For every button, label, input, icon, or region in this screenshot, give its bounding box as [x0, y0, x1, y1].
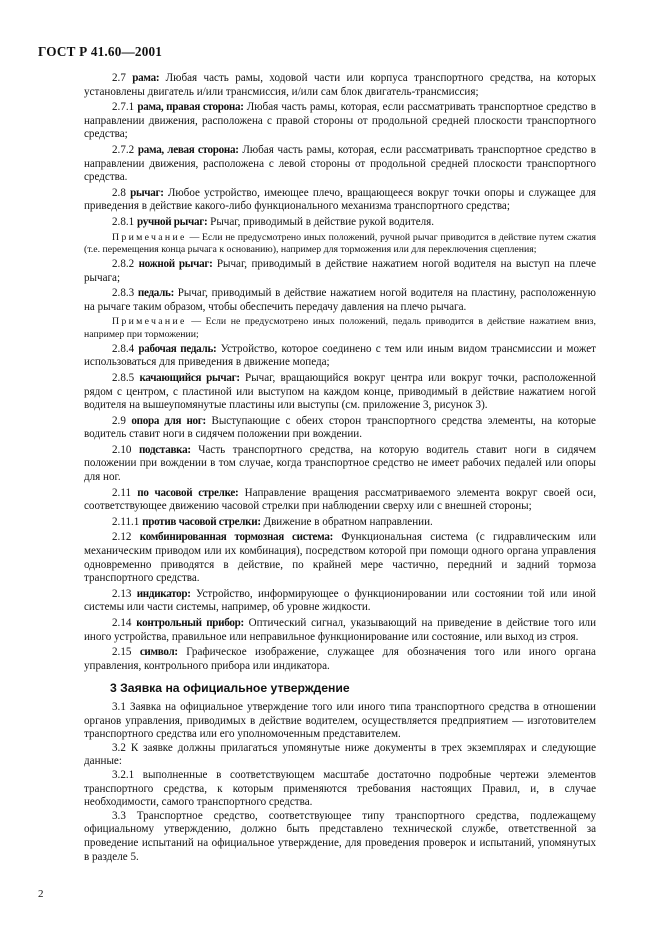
note-label: Примечание	[112, 231, 187, 243]
definition-text: Функциональная система (с гидравлическим или механическим приводом или их комбинация), посредством которой при помощи одного органа управления одновременно приводятся в действие, по крайней мере частично, передний и задний тормоза транспортного средства.	[84, 531, 597, 585]
definition-paragraph	[84, 343, 596, 370]
note-text: — Если не предусмотрено иных положений, педаль приводится в действие нажатием вниз, например при торможении;	[84, 316, 596, 340]
definition-text: Любая часть рамы, которая, если рассматривать транспортное средство в направлении движения, расположена с правой стороны от продольной средней плоскости транспортного средства;	[84, 101, 596, 141]
clause-number: 2.8	[112, 186, 126, 199]
definition-paragraph	[84, 216, 596, 230]
definition-text: Устройство, информирующее о функционировании или состоянии той или иной системы или части системы, например, об уровне жидкости.	[84, 587, 596, 614]
clause-number: 2.7	[112, 72, 126, 84]
definition-text: Оптический сигнал, указывающий на приведение в действие того или иного устройства, правильное или неправильное функционирование или состояние, или выход из строя.	[84, 617, 597, 643]
definition-paragraph	[84, 287, 596, 314]
defined-term: опора для ног:	[131, 414, 206, 427]
definition-paragraph	[84, 588, 596, 615]
definition-paragraph	[84, 101, 596, 142]
definition-text: Любая часть рамы, ходовой части или корпуса транспортного средства, на которых установлены двигатель и/или трансмиссия, и/или сам блок двигатель-трансмиссия;	[84, 72, 596, 98]
definition-paragraph	[84, 516, 596, 530]
definition-paragraph	[84, 187, 596, 214]
clause-number: 2.9	[112, 414, 126, 427]
defined-term: символ:	[139, 646, 178, 659]
clause-number: 2.8.1	[112, 215, 135, 228]
note-text: — Если не предусмотрено иных положений, ручной рычаг приводится в действие путем сжатия (т.е. перемещения конца рычага к основанию), например для торможения или для переключения сцепления;	[84, 231, 597, 255]
defined-term: рама, правая сторона:	[137, 101, 244, 114]
clause-number: 2.12	[112, 531, 132, 544]
clause-number: 2.14	[112, 617, 132, 629]
paragraph-3-2: 3.2 К заявке должны прилагаться упомянутые ниже документы в трех экземплярах и следующие данные:	[84, 741, 596, 768]
defined-term: против часовой стрелки:	[142, 515, 261, 528]
definition-paragraph	[84, 487, 596, 514]
defined-term: ножной рычаг:	[138, 257, 213, 270]
definition-text: Рычаг, приводимый в действие нажатием ногой водителя на пластину, расположенную на рычаге таким образом, чтобы обеспечить передачу давления на плечо рычага.	[84, 287, 596, 313]
definition-text: Выступающие с обеих сторон транспортного средства элементы, на которые водитель ставит ноги в сидячем положении при вождении.	[84, 414, 596, 441]
definition-paragraph	[84, 372, 596, 413]
definition-text: Устройство, которое соединено с тем или иным видом трансмиссии и может использоваться для приведения в движение мопеда;	[84, 342, 596, 369]
document-body	[84, 70, 596, 864]
document-header: ГОСТ Р 41.60—2001	[38, 44, 163, 59]
defined-term: подставка:	[138, 443, 191, 456]
paragraph-3-2-1: 3.2.1 выполненные в соответствующем масштабе достаточно подробные чертежи элементов транспортного средства, к которым применяются требования настоящих Правил, и, в случае необходимости, самого транспортного средства.	[84, 768, 596, 809]
clause-number: 2.10	[112, 443, 132, 456]
defined-term: рама:	[132, 72, 160, 84]
definition-text: Графическое изображение, служащее для обозначения того или иного органа управления, контрольного прибора или индикатора.	[84, 646, 596, 672]
definition-text: Рычаг, вращающийся вокруг центра или вокруг точки, расположенной рядом с центром, с пластиной или выступом на каждом конце, приводимый в действие нажатием ногой водителя на вышеупомянутые пластины или выступы (см. приложение 3, рисунок 3).	[84, 371, 596, 412]
definition-paragraph	[84, 531, 596, 585]
paragraph-3-3: 3.3 Транспортное средство, соответствующее типу транспортного средства, подлежащему официальному утверждению, должно быть представлено технической службе, ответственной за проведение испытаний на официальное утверждение, для проведения проверок и испытаний, упомянутых в разделе 5.	[84, 809, 596, 863]
defined-term: индикатор:	[136, 587, 191, 600]
note-paragraph	[84, 316, 596, 340]
definitions-list	[84, 72, 596, 673]
clause-number: 2.7.1	[112, 101, 135, 114]
definition-text: Любая часть рамы, которая, если рассматривать транспортное средство в направлении движения, расположена с левой стороны от продольной средней плоскости транспортного средства.	[84, 143, 596, 184]
defined-term: рабочая педаль:	[138, 342, 217, 355]
definition-paragraph	[84, 444, 596, 485]
definition-paragraph	[84, 646, 596, 673]
clause-number: 2.8.3	[112, 287, 135, 300]
defined-term: контрольный прибор:	[136, 617, 244, 629]
definition-text: Рычаг, приводимый в действие нажатием ногой водителя на выступ на плече рычага;	[84, 257, 596, 284]
definition-text: Движение в обратном направлении.	[263, 515, 433, 528]
defined-term: педаль:	[137, 287, 175, 300]
defined-term: по часовой стрелке:	[137, 486, 239, 499]
page-number: 2	[38, 888, 44, 900]
defined-term: ручной рычаг:	[136, 215, 208, 228]
definition-paragraph	[84, 144, 596, 185]
defined-term: качающийся рычаг:	[139, 371, 240, 384]
clause-number: 2.7.2	[112, 143, 135, 156]
section-3-body	[84, 701, 596, 864]
note-label: Примечание	[112, 316, 187, 328]
definition-text: Рычаг, приводимый в действие рукой водителя.	[210, 215, 435, 228]
definition-paragraph	[84, 415, 596, 442]
section-3-heading: 3 Заявка на официальное утверждение	[110, 681, 350, 696]
paragraph-3-1: 3.1 Заявка на официальное утверждение того или иного типа транспортного средства в отношении органов управления, приводимых в действие водителем, осуществляется предприятием — изготовителем транспортного средства или его уполномоченным представителем.	[84, 700, 596, 741]
definition-paragraph	[84, 258, 596, 285]
note-paragraph	[84, 232, 596, 256]
definition-text: Направление вращения рассматриваемого элемента вокруг своей оси, соответствующее движению часовой стрелки при наблюдении сверху или с внешней стороны;	[84, 486, 596, 513]
definition-paragraph	[84, 617, 596, 644]
definition-text: Часть транспортного средства, на которую водитель ставит ноги в сидячем положении при вождении в том случае, когда транспортное средство не имеет рабочих педалей или опоры для ног.	[84, 443, 596, 484]
defined-term: комбинированная тормозная система:	[139, 531, 333, 544]
definition-paragraph	[84, 72, 596, 99]
clause-number: 2.11.1	[112, 515, 140, 528]
clause-number: 2.13	[112, 587, 132, 600]
clause-number: 2.8.2	[112, 257, 135, 270]
defined-term: рычаг:	[130, 186, 164, 199]
clause-number: 2.8.5	[112, 371, 135, 384]
defined-term: рама, левая сторона:	[137, 143, 239, 156]
clause-number: 2.11	[112, 486, 132, 499]
clause-number: 2.8.4	[112, 342, 135, 355]
definition-text: Любое устройство, имеющее плечо, вращающееся вокруг точки опоры и служащее для приведения в действие какого-либо функционального механизма транспортного средства;	[84, 186, 596, 213]
clause-number: 2.15	[112, 646, 132, 659]
